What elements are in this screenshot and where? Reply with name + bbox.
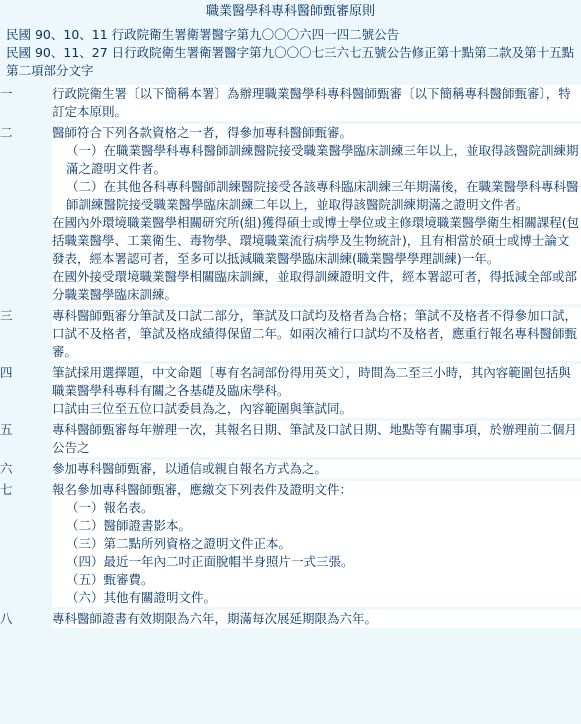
- article-row: [0, 421, 581, 457]
- article-body: [52, 307, 581, 361]
- article-body: [52, 481, 581, 607]
- articles-table: [0, 82, 581, 631]
- article-paragraph: 行政院衛生署〔以下簡稱本署〕為辦理職業醫學科專科醫師甄審〔以下簡稱專科醫師甄審〕，特訂定本原則。: [52, 86, 571, 119]
- announcement-line: 民國 90、11、27 日行政院衛生署衛署醫字第九〇〇〇七三六七五號公告修正第十點第二款及第十五點第二項部分文字: [6, 45, 575, 78]
- article-paragraph: 醫師符合下列各款資格之一者，得參加專科醫師甄審。: [52, 125, 353, 140]
- article-paragraph: 在國內外環境職業醫學相關研究所(組)獲得碩士或博士學位或主修環境職業醫學衛生相關課程(包括職業醫學、工業衛生、毒物學、環境職業流行病學及生物統計)，且有相當於碩士或博士論文發表，經本署認可者，至多可以抵減職業醫學臨床訓練(職業醫學學理訓練)一年。: [52, 215, 580, 266]
- article-body: [52, 421, 581, 457]
- article-paragraph: 專科醫師證書有效期限為六年，期滿每次展延期限為六年。: [52, 611, 378, 626]
- article-number: 八: [0, 611, 13, 626]
- article-body: [52, 610, 581, 628]
- article-row: [0, 460, 581, 478]
- article-paragraph: （四）最近一年內二吋正面脫帽半身照片一式三張。: [66, 554, 354, 569]
- article-row: [0, 124, 581, 304]
- article-paragraph: 口試由三位至五位口試委員為之，內容範圍與筆試同。: [52, 401, 353, 416]
- article-body: [52, 364, 581, 418]
- article-number: 七: [0, 482, 13, 497]
- article-paragraph: 報名參加專科醫師甄審，應繳交下列表件及證明文件：: [52, 482, 353, 497]
- article-body: [52, 460, 581, 478]
- article-body: [52, 124, 581, 304]
- article-row: [0, 307, 581, 361]
- article-paragraph: （一）報名表。: [66, 500, 154, 515]
- article-row: [0, 481, 581, 607]
- announcement-line: 民國 90、10、11 行政院衛生署衛署醫字第九〇〇〇六四一四二號公告: [6, 27, 400, 42]
- article-number: 四: [0, 365, 13, 380]
- article-paragraph: （二）醫師證書影本。: [66, 518, 192, 533]
- article-paragraph: （三）第二點所列資格之證明文件正本。: [66, 536, 292, 551]
- article-paragraph: 在國外接受環境職業醫學相關臨床訓練，並取得訓練證明文件，經本署認可者，得抵減全部或部分職業醫學臨床訓練。: [52, 269, 578, 302]
- article-number: 六: [0, 461, 13, 476]
- article-paragraph: （一）在職業醫學科專科醫師訓練醫院接受職業醫學臨床訓練三年以上，並取得該醫院訓練期滿之證明文件者。: [66, 143, 579, 176]
- article-paragraph: （二）在其他各科專科醫師訓練醫院接受各該專科臨床訓練三年期滿後，在職業醫學科專科醫師訓練醫院接受職業醫學臨床訓練二年以上，並取得該醫院訓練期滿之證明文件者。: [66, 179, 579, 212]
- announcement-header: [0, 26, 581, 80]
- article-row: [0, 364, 581, 418]
- page-title: 職業醫學科專科醫師甄審原則: [205, 4, 375, 19]
- article-body: [52, 85, 581, 121]
- article-row: [0, 85, 581, 121]
- article-number: 五: [0, 422, 13, 437]
- article-row: [0, 610, 581, 628]
- article-number: 一: [0, 86, 13, 101]
- article-paragraph: （五）甄審費。: [66, 572, 154, 587]
- article-paragraph: （六）其他有關證明文件。: [66, 590, 217, 605]
- article-number: 三: [0, 308, 13, 323]
- article-paragraph: 專科醫師甄審每年辦理一次，其報名日期、筆試及口試日期、地點等有關事項，於辦理前二個月公告之: [52, 422, 578, 455]
- article-paragraph: 筆試採用選擇題，中文命題〔專有名詞部份得用英文〕，時間為二至三小時，其內容範圍包括與職業醫學科專科有關之各基礎及臨床學科。: [52, 365, 571, 398]
- article-paragraph: 專科醫師甄審分筆試及口試二部分，筆試及口試均及格者為合格；筆試不及格者不得參加口試，口試不及格者，筆試及格成績得保留二年。如兩次補行口試均不及格者，應重行報名專科醫師甄審。: [52, 308, 578, 359]
- article-paragraph: 參加專科醫師甄審，以通信或親自報名方式為之。: [52, 461, 328, 476]
- article-number: 二: [0, 125, 13, 140]
